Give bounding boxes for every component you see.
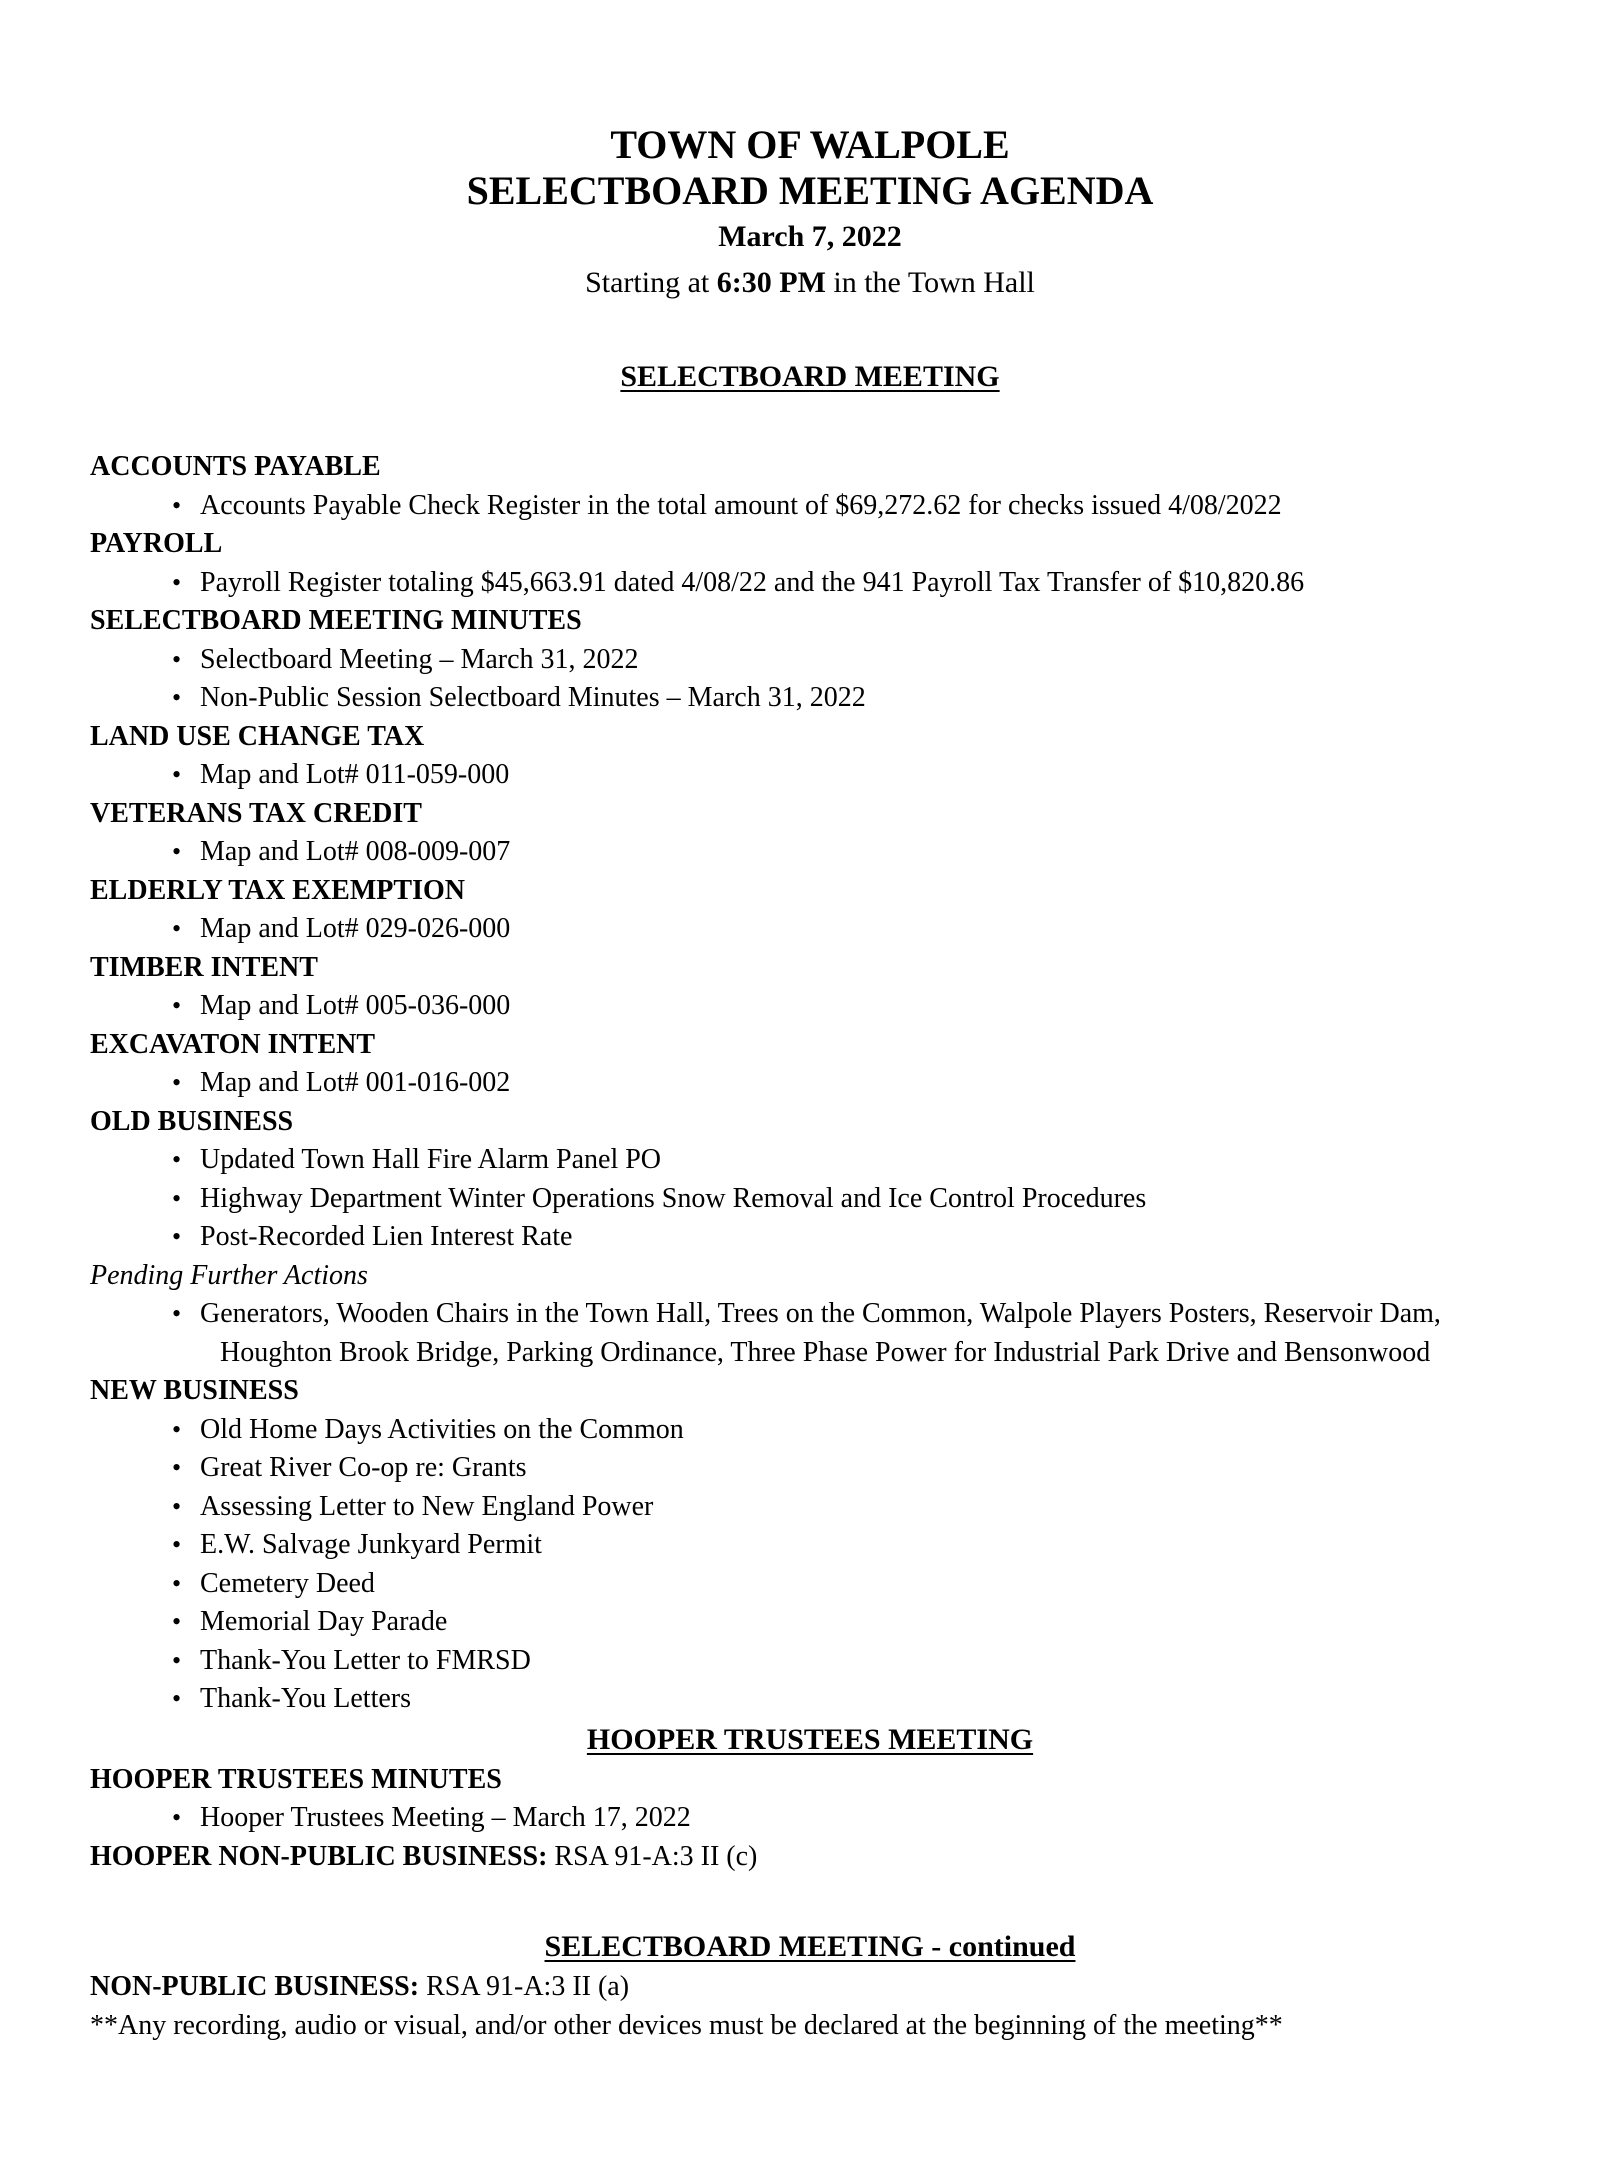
inline-heading-line xyxy=(90,1838,1530,1877)
topic-heading: EXCAVATON INTENT xyxy=(90,1028,376,1060)
agenda-bullet-item xyxy=(90,564,1530,603)
document-title-line2: SELECTBOARD MEETING AGENDA xyxy=(466,168,1154,213)
bullet-text: Thank-You Letters xyxy=(200,1683,412,1714)
bullet-text: Thank-You Letter to FMRSD xyxy=(200,1644,531,1676)
agenda-bullet-item xyxy=(90,1799,1530,1838)
topic-heading: SELECTBOARD MEETING MINUTES xyxy=(90,605,582,636)
note-line: **Any recording, audio or visual, and/or other devices must be declared at the beginning of the meeting** xyxy=(90,2009,1283,2041)
bullet-icon: • xyxy=(172,1645,182,1675)
topic-heading: OLD BUSINESS xyxy=(90,1105,294,1137)
meeting-date: March 7, 2022 xyxy=(718,220,902,253)
section-heading xyxy=(90,1719,1530,1761)
agenda-bullet-item xyxy=(90,1064,1530,1103)
agenda-bullet-item xyxy=(90,833,1530,872)
bullet-icon: • xyxy=(172,1222,182,1251)
agenda-bullet-item xyxy=(90,1141,1530,1180)
bullet-icon: • xyxy=(172,1530,182,1559)
bullet-icon: • xyxy=(172,490,182,520)
section-heading xyxy=(90,1926,1530,1968)
bullet-icon: • xyxy=(172,760,182,789)
bullet-text: Map and Lot# 008-009-007 xyxy=(200,836,511,867)
bullet-icon: • xyxy=(172,567,182,597)
agenda-bullet-item xyxy=(90,1218,1530,1257)
agenda-bullet-item xyxy=(90,910,1530,949)
bullet-icon: • xyxy=(172,914,182,943)
agenda-blocks xyxy=(90,306,1530,2045)
topic-heading: ACCOUNTS PAYABLE xyxy=(90,451,381,482)
bullet-text: Post-Recorded Lien Interest Rate xyxy=(200,1221,573,1252)
bullet-icon: • xyxy=(172,1183,182,1213)
bullet-icon: • xyxy=(172,837,182,866)
agenda-bullet-item xyxy=(90,1642,1530,1681)
topic-heading: PAYROLL xyxy=(90,528,223,559)
bullet-text: Memorial Day Parade xyxy=(200,1606,448,1637)
blank-line xyxy=(90,398,1530,448)
start-suffix: in the Town Hall xyxy=(825,266,1035,299)
agenda-bullet-item xyxy=(90,487,1530,526)
agenda-bullet-item xyxy=(90,1526,1530,1565)
agenda-bullet-item xyxy=(90,641,1530,680)
bullet-icon: • xyxy=(172,1145,182,1174)
bullet-text: Map and Lot# 029-026-000 xyxy=(200,913,511,944)
bullet-icon: • xyxy=(172,1607,182,1636)
agenda-bullet-item xyxy=(90,1449,1530,1488)
inline-heading-value: RSA 91-A:3 II (c) xyxy=(547,1840,758,1872)
bullet-text: Old Home Days Activities on the Common xyxy=(200,1413,684,1445)
section-heading-text: HOOPER TRUSTEES MEETING xyxy=(586,1722,1034,1756)
blank-line xyxy=(90,306,1530,356)
bullet-text: E.W. Salvage Junkyard Permit xyxy=(200,1529,542,1560)
agenda-bullet-item xyxy=(90,1180,1530,1219)
pending-actions-label: Pending Further Actions xyxy=(90,1259,368,1291)
topic-heading: TIMBER INTENT xyxy=(90,951,318,983)
bullet-text: Hooper Trustees Meeting – March 17, 2022 xyxy=(200,1802,691,1833)
bullet-text: Assessing Letter to New England Power xyxy=(200,1490,654,1522)
bullet-icon: • xyxy=(172,1803,182,1832)
topic-heading: NEW BUSINESS xyxy=(90,1375,299,1406)
inline-heading-line xyxy=(90,1968,1530,2007)
blank-line xyxy=(90,1876,1530,1926)
document-title-line1: TOWN OF WALPOLE xyxy=(610,122,1010,167)
bullet-text: Cemetery Deed xyxy=(200,1567,375,1599)
bullet-text: Great River Co-op re: Grants xyxy=(200,1452,527,1483)
bullet-text: Accounts Payable Check Register in the total amount of $69,272.62 for checks issued 4/08/2022 xyxy=(200,489,1282,521)
bullet-continuation-text: Houghton Brook Bridge, Parking Ordinance, Three Phase Power for Industrial Park Drive and Bensonwood xyxy=(220,1336,1431,1368)
start-prefix: Starting at xyxy=(585,266,717,299)
section-heading-text: SELECTBOARD MEETING - continued xyxy=(544,1930,1076,1963)
bullet-text: Selectboard Meeting – March 31, 2022 xyxy=(200,643,639,675)
bullet-icon: • xyxy=(172,1491,182,1521)
section-heading xyxy=(90,356,1530,398)
bullet-text: Highway Department Winter Operations Snow Removal and Ice Control Procedures xyxy=(200,1182,1147,1214)
bullet-icon: • xyxy=(172,1299,182,1328)
bullet-icon: • xyxy=(172,1453,182,1482)
agenda-bullet-item xyxy=(90,1295,1530,1372)
section-heading-text: SELECTBOARD MEETING xyxy=(620,360,1000,393)
inline-heading-label: HOOPER NON-PUBLIC BUSINESS: xyxy=(90,1840,548,1872)
bullet-icon: • xyxy=(172,1568,182,1598)
bullet-text: Map and Lot# 005-036-000 xyxy=(200,990,511,1021)
bullet-icon: • xyxy=(172,644,182,674)
start-time: 6:30 PM xyxy=(716,266,826,299)
agenda-bullet-item xyxy=(90,679,1530,718)
bullet-icon: • xyxy=(172,1684,182,1713)
bullet-icon: • xyxy=(172,683,182,712)
agenda-bullet-item xyxy=(90,1565,1530,1604)
agenda-bullet-item xyxy=(90,756,1530,795)
bullet-text: Map and Lot# 011-059-000 xyxy=(200,759,510,790)
bullet-text: Generators, Wooden Chairs in the Town Hall, Trees on the Common, Walpole Players Posters, Reservoir Dam, xyxy=(200,1298,1441,1329)
topic-heading: ELDERLY TAX EXEMPTION xyxy=(90,874,465,906)
inline-heading-value: RSA 91-A:3 II (a) xyxy=(419,1971,630,2002)
agenda-bullet-item xyxy=(90,1411,1530,1450)
bullet-text: Map and Lot# 001-016-002 xyxy=(200,1067,511,1098)
agenda-bullet-item xyxy=(90,987,1530,1026)
inline-heading-label: NON-PUBLIC BUSINESS: xyxy=(90,1971,420,2002)
meeting-start-info xyxy=(90,260,1530,306)
topic-heading: LAND USE CHANGE TAX xyxy=(90,720,425,752)
bullet-text: Updated Town Hall Fire Alarm Panel PO xyxy=(200,1144,662,1175)
document-header xyxy=(90,122,1530,306)
agenda-bullet-item xyxy=(90,1603,1530,1642)
bullet-icon: • xyxy=(172,1068,182,1097)
topic-heading: HOOPER TRUSTEES MINUTES xyxy=(90,1763,502,1795)
agenda-bullet-item xyxy=(90,1680,1530,1719)
bullet-text: Non-Public Session Selectboard Minutes – March 31, 2022 xyxy=(200,682,866,713)
bullet-icon: • xyxy=(172,991,182,1020)
bullet-icon: • xyxy=(172,1414,182,1444)
bullet-text: Payroll Register totaling $45,663.91 dated 4/08/22 and the 941 Payroll Tax Transfer of $10,820.86 xyxy=(200,566,1305,598)
agenda-bullet-item xyxy=(90,1488,1530,1527)
topic-heading: VETERANS TAX CREDIT xyxy=(90,797,422,829)
